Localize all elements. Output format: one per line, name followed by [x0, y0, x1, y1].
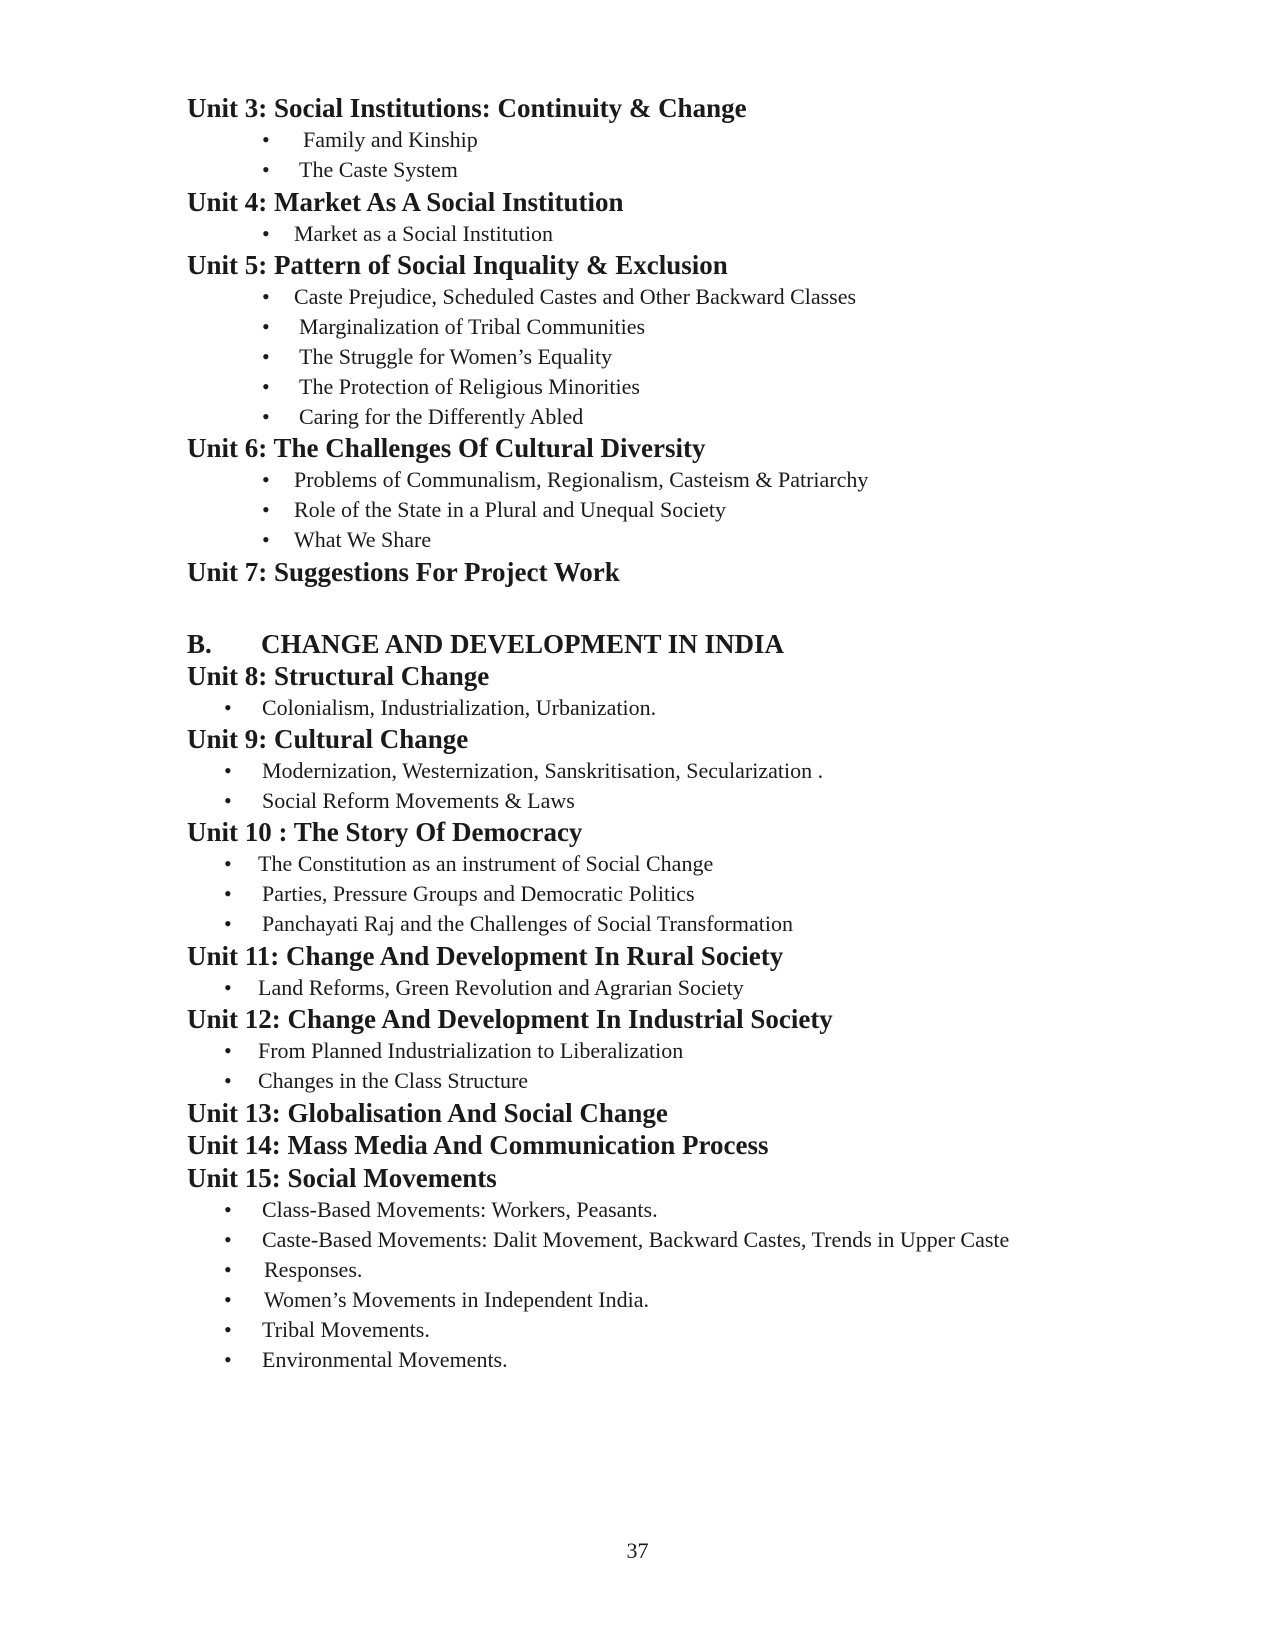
page-number: 37	[626, 1538, 649, 1563]
bullet: •	[224, 881, 232, 906]
unit-5-item: Marginalization of Tribal Communities	[299, 314, 646, 339]
bullet: •	[224, 911, 232, 936]
bullet: •	[224, 1227, 232, 1252]
unit-5-item: The Struggle for Women’s Equality	[299, 344, 613, 369]
bullet: •	[262, 404, 270, 429]
unit-10-item: Parties, Pressure Groups and Democratic Politics	[262, 881, 695, 906]
bullet: •	[224, 1068, 232, 1093]
unit-10-heading: Unit 10 : The Story Of Democracy	[187, 817, 583, 847]
bullet: •	[224, 1287, 232, 1312]
unit-4-item: Market as a Social Institution	[294, 221, 554, 246]
bullet: •	[262, 467, 270, 492]
unit-12-item: From Planned Industrialization to Liberalization	[258, 1038, 684, 1063]
unit-3-item: The Caste System	[299, 157, 458, 182]
bullet: •	[224, 1038, 232, 1063]
unit-12-heading: Unit 12: Change And Development In Industrial Society	[187, 1004, 833, 1034]
unit-3-heading: Unit 3: Social Institutions: Continuity & Change	[187, 93, 747, 123]
unit-15-item: Environmental Movements.	[262, 1347, 508, 1372]
unit-11-heading: Unit 11: Change And Development In Rural Society	[187, 941, 784, 971]
bullet: •	[262, 344, 270, 369]
unit-15-item: Tribal Movements.	[262, 1317, 430, 1342]
unit-6-item: Problems of Communalism, Regionalism, Casteism & Patriarchy	[294, 467, 869, 492]
unit-15-heading: Unit 15: Social Movements	[187, 1163, 497, 1193]
bullet: •	[262, 157, 270, 182]
bullet: •	[262, 221, 270, 246]
section-letter: B.	[187, 629, 212, 659]
bullet: •	[262, 527, 270, 552]
bullet: •	[262, 284, 270, 309]
section-title: CHANGE AND DEVELOPMENT IN INDIA	[261, 629, 785, 659]
bullet: •	[262, 127, 270, 152]
bullet: •	[262, 314, 270, 339]
unit-15-item: Responses.	[264, 1257, 363, 1282]
bullet: •	[262, 497, 270, 522]
unit-9-item: Social Reform Movements & Laws	[262, 788, 575, 813]
unit-6-item: Role of the State in a Plural and Unequal Society	[294, 497, 726, 522]
unit-9-item: Modernization, Westernization, Sanskritisation, Secularization .	[262, 758, 824, 783]
unit-14-heading: Unit 14: Mass Media And Communication Process	[187, 1130, 769, 1160]
unit-12-item: Changes in the Class Structure	[258, 1068, 529, 1093]
unit-13-heading: Unit 13: Globalisation And Social Change	[187, 1098, 668, 1128]
bullet: •	[224, 975, 232, 1000]
unit-8-heading: Unit 8: Structural Change	[187, 661, 490, 691]
bullet: •	[224, 695, 232, 720]
bullet: •	[224, 788, 232, 813]
unit-8-item: Colonialism, Industrialization, Urbanization.	[262, 695, 657, 720]
unit-15-item: Class-Based Movements: Workers, Peasants.	[262, 1197, 658, 1222]
bullet: •	[224, 758, 232, 783]
section-b-heading	[187, 628, 784, 660]
unit-4-heading: Unit 4: Market As A Social Institution	[187, 187, 624, 217]
bullet: •	[224, 1257, 232, 1282]
unit-15-item: Caste-Based Movements: Dalit Movement, Backward Castes, Trends in Upper Caste	[262, 1227, 1010, 1252]
unit-3-item: Family and Kinship	[303, 127, 478, 152]
bullet: •	[224, 1317, 232, 1342]
unit-6-item: What We Share	[294, 527, 432, 552]
unit-5-heading: Unit 5: Pattern of Social Inquality & Exclusion	[187, 250, 728, 280]
unit-6-heading: Unit 6: The Challenges Of Cultural Diversity	[187, 433, 706, 463]
unit-5-item: Caring for the Differently Abled	[299, 404, 584, 429]
unit-7-heading: Unit 7: Suggestions For Project Work	[187, 557, 620, 587]
bullet: •	[262, 374, 270, 399]
unit-9-heading: Unit 9: Cultural Change	[187, 724, 469, 754]
unit-10-item: Panchayati Raj and the Challenges of Social Transformation	[262, 911, 793, 936]
bullet: •	[224, 1197, 232, 1222]
unit-5-item: The Protection of Religious Minorities	[299, 374, 640, 399]
bullet: •	[224, 1347, 232, 1372]
unit-11-item: Land Reforms, Green Revolution and Agrarian Society	[258, 975, 744, 1000]
unit-5-item: Caste Prejudice, Scheduled Castes and Other Backward Classes	[294, 284, 857, 309]
unit-10-item: The Constitution as an instrument of Social Change	[258, 851, 714, 876]
unit-15-item: Women’s Movements in Independent India.	[264, 1287, 649, 1312]
bullet: •	[224, 851, 232, 876]
